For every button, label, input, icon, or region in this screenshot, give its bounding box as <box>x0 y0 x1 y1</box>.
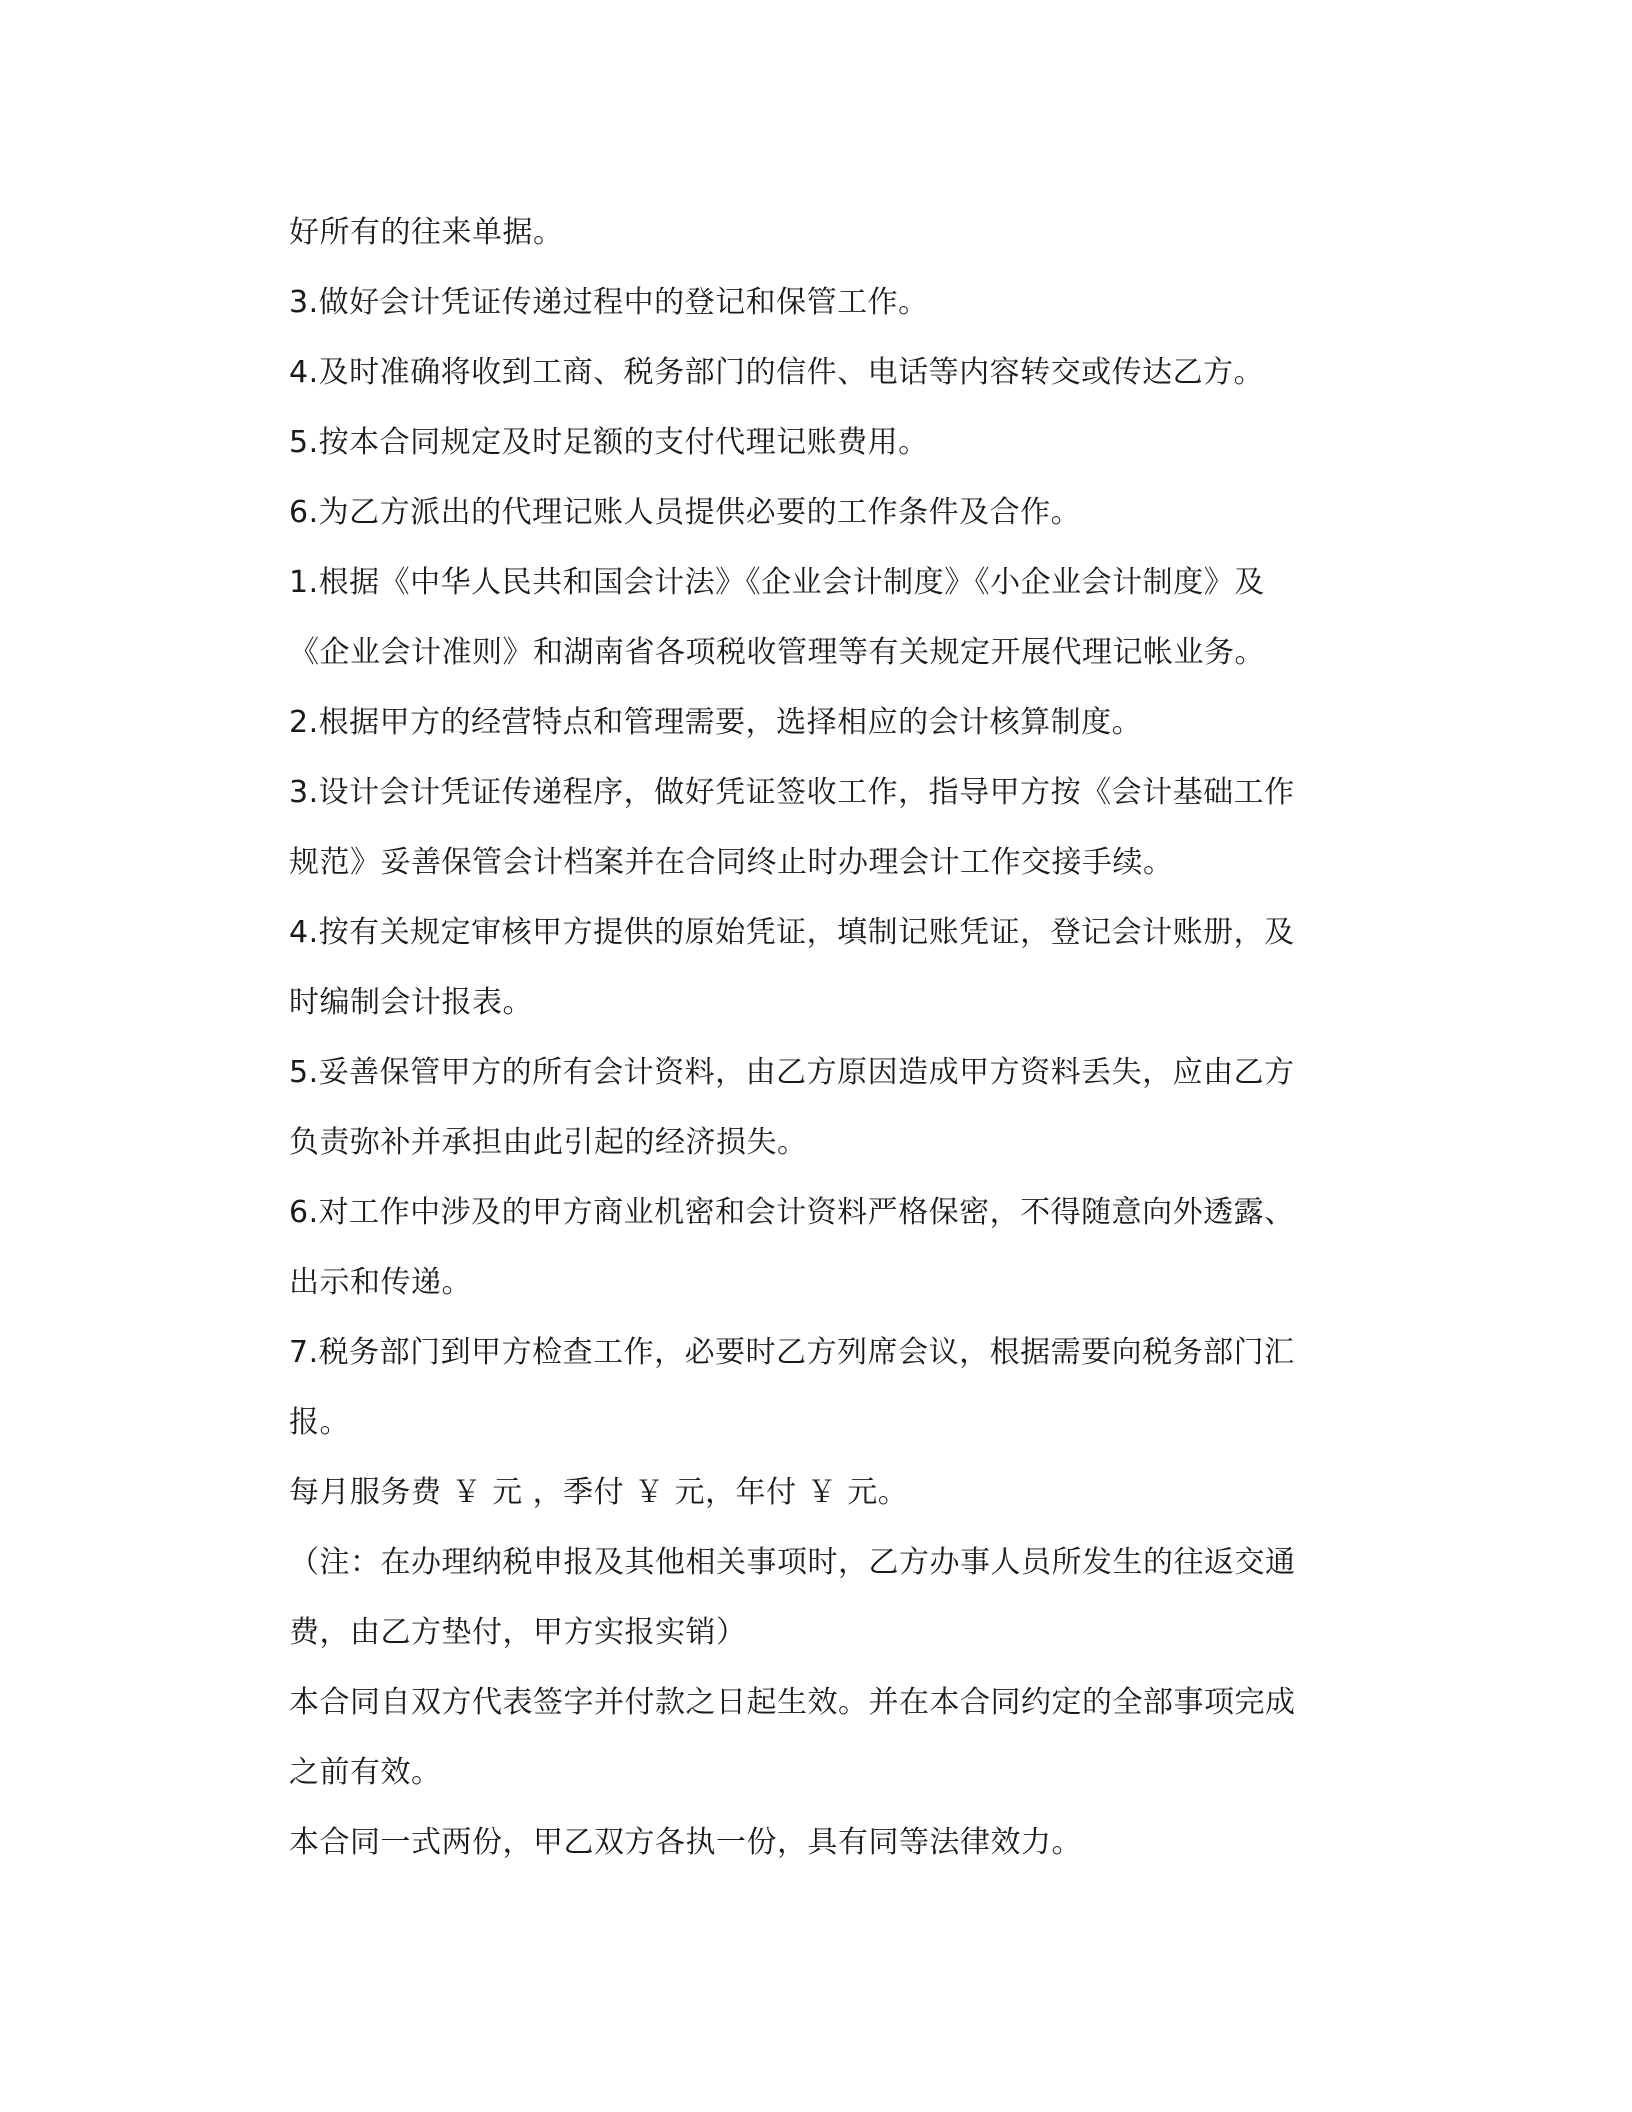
text-line: 1.根据《中华人民共和国会计法》《企业会计制度》《小企业会计制度》及 <box>289 565 1265 600</box>
text-line: 3.做好会计凭证传递过程中的登记和保管工作。 <box>289 285 929 320</box>
text-line: 好所有的往来单据。 <box>289 215 564 250</box>
text-line: 本合同自双方代表签字并付款之日起生效。并在本合同约定的全部事项完成 <box>289 1685 1296 1720</box>
text-line: 6.为乙方派出的代理记账人员提供必要的工作条件及合作。 <box>289 495 1082 530</box>
text-line: 5.按本合同规定及时足额的支付代理记账费用。 <box>289 425 929 460</box>
text-line: 出示和传递。 <box>289 1265 472 1300</box>
text-line: 本合同一式两份，甲乙双方各执一份，具有同等法律效力。 <box>289 1825 1082 1860</box>
text-line: 4.及时准确将收到工商、税务部门的信件、电话等内容转交或传达乙方。 <box>289 355 1265 390</box>
text-line: 时编制会计报表。 <box>289 985 533 1020</box>
text-line: 5.妥善保管甲方的所有会计资料，由乙方原因造成甲方资料丢失，应由乙方 <box>289 1055 1295 1090</box>
text-line: 报。 <box>289 1405 350 1440</box>
text-line: 4.按有关规定审核甲方提供的原始凭证，填制记账凭证，登记会计账册，及 <box>289 915 1295 950</box>
text-line: 3.设计会计凭证传递程序，做好凭证签收工作，指导甲方按《会计基础工作 <box>289 775 1295 810</box>
text-line: 6.对工作中涉及的甲方商业机密和会计资料严格保密，不得随意向外透露、 <box>289 1195 1295 1230</box>
contract-text <box>289 198 1349 1878</box>
text-line: 《企业会计准则》和湖南省各项税收管理等有关规定开展代理记帐业务。 <box>289 635 1265 670</box>
text-line: 规范》妥善保管会计档案并在合同终止时办理会计工作交接手续。 <box>289 845 1174 880</box>
text-line: 2.根据甲方的经营特点和管理需要，选择相应的会计核算制度。 <box>289 705 1143 740</box>
text-line: 负责弥补并承担由此引起的经济损失。 <box>289 1125 808 1160</box>
text-line: 每月服务费 ￥ 元 ，季付 ￥ 元，年付 ￥ 元。 <box>289 1475 909 1510</box>
text-line: 费，由乙方垫付，甲方实报实销） <box>289 1615 747 1650</box>
text-line: 7.税务部门到甲方检查工作，必要时乙方列席会议，根据需要向税务部门汇 <box>289 1335 1295 1370</box>
text-line: 之前有效。 <box>289 1755 442 1790</box>
text-line: （注：在办理纳税申报及其他相关事项时，乙方办事人员所发生的往返交通 <box>289 1545 1296 1580</box>
